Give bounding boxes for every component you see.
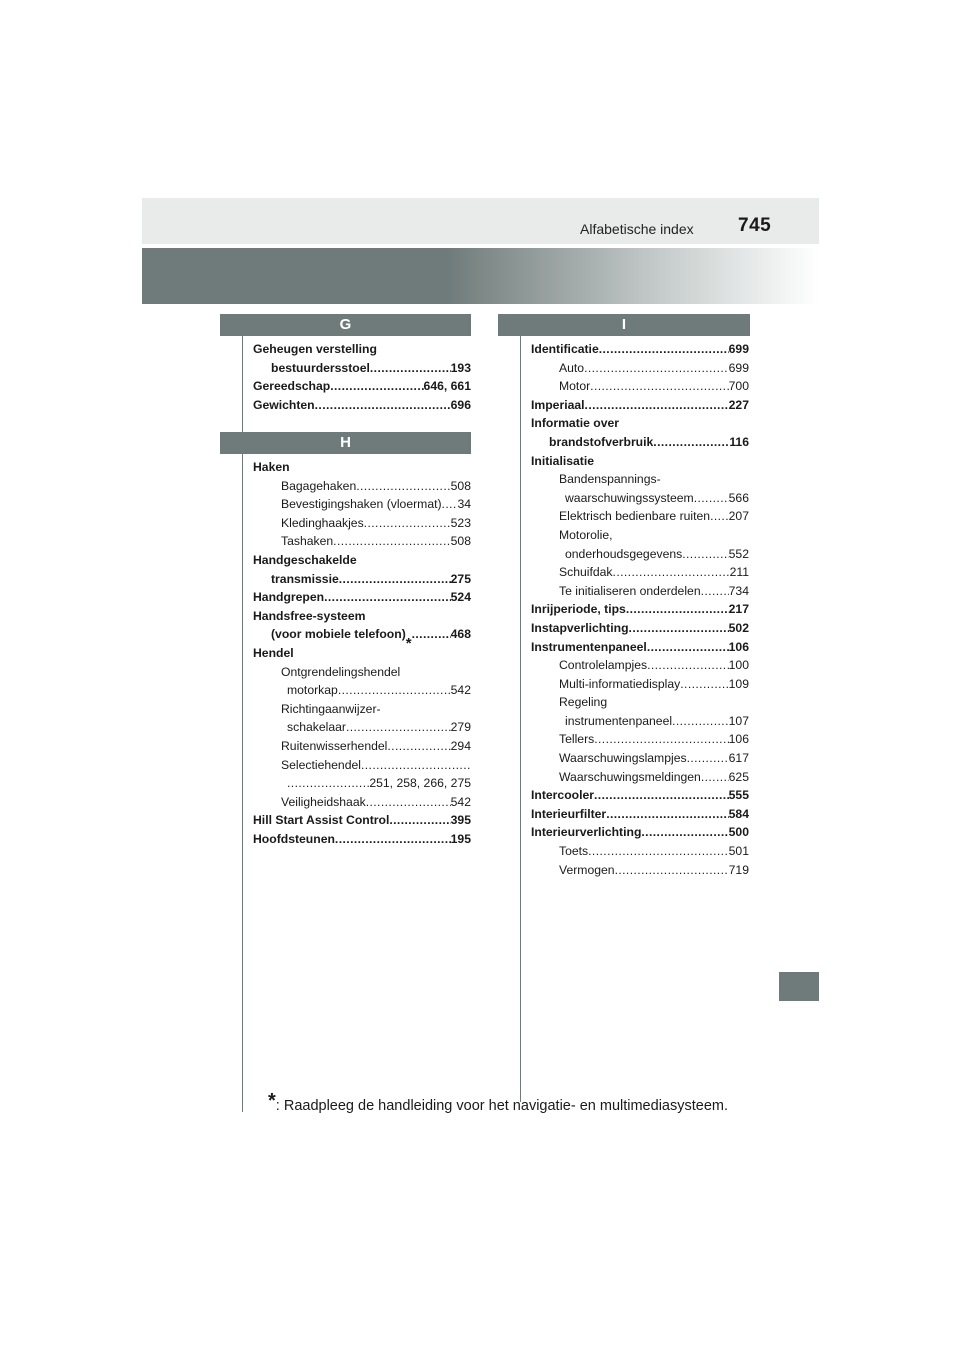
index-entry — [531, 749, 749, 768]
index-entry-page: 734 — [728, 583, 749, 598]
chapter-thumb-tab — [779, 972, 819, 1001]
index-entry-page: 719 — [728, 862, 749, 877]
dot-leader — [364, 514, 451, 533]
index-entry-page: 542 — [450, 683, 471, 698]
index-entry-page: 502 — [728, 620, 749, 635]
index-entry-term: Hendel — [253, 645, 294, 660]
index-entry — [253, 588, 471, 607]
dot-leader — [588, 842, 729, 861]
index-entry-term: Handsfree-systeem — [253, 608, 366, 623]
index-entry-page: 524 — [450, 590, 471, 605]
dot-leader — [412, 625, 451, 644]
index-entry-term: schakelaar — [287, 720, 346, 735]
dot-leader — [687, 749, 729, 768]
index-entry-term: Bagagehaken — [281, 478, 357, 493]
index-entry — [531, 452, 749, 471]
index-entry — [253, 359, 471, 378]
index-entry — [531, 489, 749, 508]
index-entry-term: bestuurdersstoel — [271, 360, 370, 375]
index-entry — [531, 600, 749, 619]
index-entry-term: Handgrepen — [253, 590, 325, 605]
index-entry-term: brandstofverbruik — [549, 434, 654, 449]
index-entry — [253, 551, 471, 570]
index-entry-term: Motor — [559, 379, 591, 394]
index-entry — [531, 340, 749, 359]
index-entry — [531, 656, 749, 675]
letter-header-g: G — [220, 314, 471, 336]
index-entry — [253, 532, 471, 551]
dot-leader — [339, 570, 451, 589]
index-entry — [253, 663, 471, 682]
index-entry — [253, 570, 471, 589]
index-entry-term: motorkap — [287, 683, 338, 698]
index-entry-page: 617 — [728, 751, 749, 766]
index-entry-term: Controlelampjes — [559, 658, 648, 673]
dot-leader — [356, 477, 450, 496]
dot-leader — [641, 823, 728, 842]
footnote — [268, 1090, 728, 1114]
footnote-text: : Raadpleeg de handleiding voor het navigatie- en multimediasysteem. — [275, 1098, 728, 1114]
index-entry-page: 699 — [728, 342, 749, 356]
column-rule-middle — [520, 335, 521, 1102]
index-entry-term: Regeling — [559, 695, 608, 710]
dot-leader — [366, 793, 451, 812]
index-entry-term: Handgeschakelde — [253, 552, 357, 567]
dot-leader — [647, 656, 729, 675]
index-entry-page: 217 — [728, 602, 749, 617]
index-entry-page: 552 — [728, 546, 749, 561]
index-entry — [253, 681, 471, 700]
dot-leader — [346, 718, 451, 737]
index-entry-term: Vermogen — [559, 862, 615, 877]
dot-leader — [680, 675, 728, 694]
dot-leader — [615, 861, 729, 880]
index-entry — [253, 793, 471, 812]
index-entry — [253, 607, 471, 626]
dot-leader — [594, 786, 729, 805]
index-entry-term: Schuifdak — [559, 565, 613, 580]
index-entry — [531, 377, 749, 396]
index-entry-page: 207 — [728, 509, 749, 524]
index-entry-term: Initialisatie — [531, 453, 594, 468]
index-entry-page: 106 — [728, 732, 749, 747]
dot-leader — [672, 712, 729, 731]
index-entry-page: 646, 661 — [423, 379, 471, 394]
index-entry-term: onderhoudsgegevens — [565, 546, 683, 561]
dot-leader — [701, 768, 729, 787]
index-entry — [253, 340, 471, 359]
header-gradient-bar — [142, 248, 819, 304]
dot-leader — [338, 681, 451, 700]
index-entry-term: Gewichten — [253, 397, 315, 412]
index-entry — [531, 526, 749, 545]
index-entry-term: Instrumentenpaneel — [531, 639, 647, 654]
index-entry — [531, 563, 749, 582]
page-number: 745 — [738, 215, 772, 236]
section-title: Alfabetische index — [580, 221, 694, 237]
index-entry-term: Geheugen verstelling — [253, 342, 377, 356]
index-entry — [531, 396, 749, 415]
index-entry — [253, 477, 471, 496]
index-entry — [531, 507, 749, 526]
index-entry-term: Tellers — [559, 732, 595, 747]
index-entry-term: Inrijperiode, tips — [531, 602, 626, 617]
index-entry-page: 195 — [450, 831, 471, 846]
dot-leader — [590, 377, 729, 396]
index-entry — [531, 545, 749, 564]
index-entry-page: 227 — [728, 397, 749, 412]
index-entry-term: Gereedschap — [253, 379, 331, 394]
index-entry-page: 508 — [450, 478, 471, 493]
index-list-i — [531, 340, 749, 879]
dot-leader — [710, 507, 729, 526]
index-entry-term: Ruitenwisserhendel — [281, 738, 388, 753]
index-entry — [253, 756, 471, 775]
index-entry — [253, 737, 471, 756]
index-entry-term: Informatie over — [531, 416, 620, 431]
index-entry — [531, 805, 749, 824]
index-entry — [531, 619, 749, 638]
footnote-marker: * — [268, 1090, 276, 1112]
index-entry — [531, 861, 749, 880]
index-entry-term: Toets — [559, 844, 589, 859]
index-entry-term: Hill Start Assist Control — [253, 813, 390, 828]
index-entry — [531, 842, 749, 861]
dot-leader — [629, 619, 729, 638]
index-entry-page: 100 — [728, 658, 749, 673]
index-entry: (voor mobiele telefoon) * ..... 468 — [253, 625, 471, 644]
index-entry-term: Bevestigingshaken (vloermat) — [281, 497, 442, 512]
index-entry-page: 275 — [450, 571, 471, 586]
index-entry-term: Veiligheidshaak — [281, 794, 366, 809]
index-entry-page: 542 — [450, 794, 471, 809]
index-entry-term: waarschuwingssysteem — [565, 490, 694, 505]
index-entry-page: 251, 258, 266, 275 — [369, 776, 471, 791]
index-entry-page: 107 — [728, 713, 749, 728]
dot-leader — [287, 774, 369, 793]
index-entry-term: transmissie — [271, 571, 339, 586]
index-entry-term: (voor mobiele telefoon) — [271, 627, 406, 642]
dot-leader — [585, 396, 729, 415]
index-entry-term: Richtingaanwijzer- — [281, 701, 381, 716]
index-entry-term: Interieurverlichting — [531, 825, 642, 840]
dot-leader — [315, 396, 451, 415]
index-entry — [253, 396, 471, 415]
index-entry-page: 279 — [450, 720, 471, 735]
index-entry-term: Hoofdsteunen — [253, 831, 335, 846]
index-entry-term: Haken — [253, 460, 290, 474]
dot-leader — [599, 340, 729, 359]
index-entry-page: 193 — [450, 360, 471, 375]
index-entry-page: 625 — [728, 769, 749, 784]
index-entry-term: Ontgrendelingshendel — [281, 664, 401, 679]
letter-header-h: H — [220, 432, 471, 454]
index-entry-page: 699 — [728, 360, 749, 375]
header-band — [142, 198, 819, 244]
dot-leader — [606, 805, 728, 824]
index-entry — [531, 823, 749, 842]
index-entry-page: 700 — [728, 379, 749, 394]
index-entry-page: 116 — [729, 434, 749, 449]
index-entry — [253, 811, 471, 830]
index-entry-term: Intercooler — [531, 788, 594, 803]
dot-leader — [330, 377, 423, 396]
index-entry-term: Te initialiseren onderdelen — [559, 583, 701, 598]
index-entry-page: 211 — [729, 565, 749, 580]
dot-leader — [701, 582, 729, 601]
index-entry-page: 555 — [728, 788, 749, 803]
dot-leader — [626, 600, 729, 619]
index-entry-term: Auto — [559, 360, 585, 375]
index-entry — [253, 700, 471, 719]
index-entry-page: 566 — [728, 490, 749, 505]
index-entry-page: 696 — [450, 397, 471, 412]
index-entry-page: 106 — [728, 639, 749, 654]
index-entry — [253, 458, 471, 477]
dot-leader — [370, 359, 451, 378]
index-entry-term: Waarschuwingsmeldingen — [559, 769, 701, 784]
dot-leader — [613, 563, 730, 582]
index-entry-page: 523 — [450, 515, 471, 530]
dot-leader — [594, 730, 728, 749]
index-entry — [253, 718, 471, 737]
dot-leader — [361, 756, 471, 775]
dot-leader — [653, 433, 729, 452]
dot-leader — [647, 638, 729, 657]
index-entry-page: 508 — [450, 534, 471, 549]
index-entry-term: Elektrisch bedienbare ruiten — [559, 509, 711, 524]
index-entry — [253, 830, 471, 849]
index-list-h — [253, 458, 471, 848]
index-entry-term: Interieurfilter — [531, 806, 607, 821]
index-entry-page: 109 — [728, 676, 749, 691]
index-entry-term: Identificatie — [531, 342, 599, 356]
index-entry-term: Waarschuwingslampjes — [559, 751, 687, 766]
index-entry-page: 395 — [450, 813, 471, 828]
index-entry — [531, 786, 749, 805]
index-entry — [531, 675, 749, 694]
dot-leader — [584, 359, 729, 378]
index-entry — [531, 414, 749, 433]
index-entry — [253, 514, 471, 533]
index-entry-page: 500 — [728, 825, 749, 840]
index-entry-term: instrumentenpaneel — [565, 713, 673, 728]
index-entry — [531, 712, 749, 731]
dot-leader — [442, 495, 458, 514]
index-entry — [531, 433, 749, 452]
index-entry-page: 34 — [457, 497, 471, 512]
index-entry-term: Imperiaal — [531, 397, 585, 412]
dot-leader — [387, 737, 450, 756]
index-entry — [531, 768, 749, 787]
index-entry — [531, 730, 749, 749]
index-entry-term: Kledinghaakjes — [281, 515, 364, 530]
index-entry — [531, 638, 749, 657]
index-entry-term: Tashaken — [281, 534, 334, 549]
index-entry-term: Instapverlichting — [531, 620, 629, 635]
index-entry-page: 294 — [450, 738, 471, 753]
dot-leader — [335, 830, 451, 849]
index-entry — [253, 644, 471, 663]
index-entry — [531, 359, 749, 378]
dot-leader — [694, 489, 729, 508]
dot-leader — [324, 588, 451, 607]
index-entry — [253, 774, 471, 793]
index-entry — [253, 495, 471, 514]
index-entry-page: 501 — [728, 844, 749, 859]
index-entry — [253, 377, 471, 396]
index-entry-term: Motorolie, — [559, 527, 613, 542]
index-entry-page: 584 — [728, 806, 749, 821]
index-entry-term: Multi-informatiedisplay — [559, 676, 681, 691]
index-entry — [531, 470, 749, 489]
dot-leader — [333, 532, 450, 551]
index-entry-term: Selectiehendel — [281, 757, 361, 772]
index-entry-term: Bandenspannings- — [559, 472, 661, 487]
dot-leader — [389, 811, 450, 830]
index-entry — [531, 693, 749, 712]
index-entry-page: 468 — [450, 627, 471, 642]
index-entry — [531, 582, 749, 601]
dot-leader — [682, 545, 728, 564]
letter-header-i: I — [498, 314, 750, 336]
index-list-g — [253, 340, 471, 414]
